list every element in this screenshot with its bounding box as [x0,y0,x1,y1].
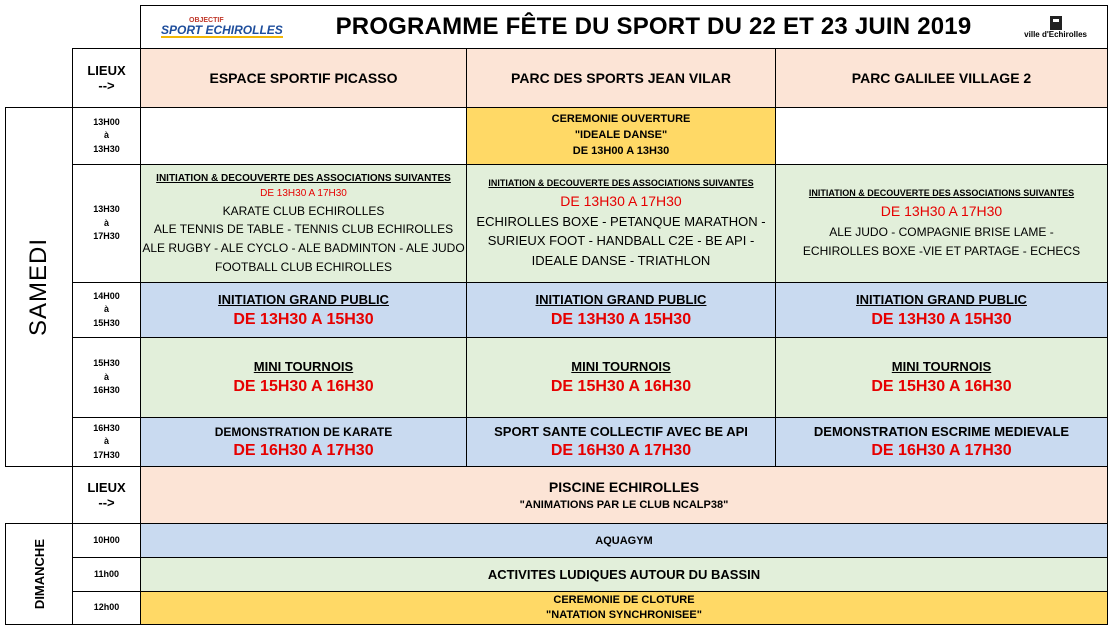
header-bar [140,5,1108,49]
lieux-label-piscine: LIEUX --> [72,466,141,524]
demo-picasso: DEMONSTRATION DE KARATE DE 16H30 A 17H30 [140,417,467,467]
venue-picasso: ESPACE SPORTIF PICASSO [140,48,467,108]
aquagym: AQUAGYM [140,523,1108,558]
time-slot-3: 14H00 à 15H30 [72,282,141,338]
city-emblem-icon [1047,15,1065,31]
venue-galilee: PARC GALILEE VILLAGE 2 [775,48,1108,108]
dimanche-time-2: 11h00 [72,557,141,592]
lieux-label: LIEUX --> [72,48,141,108]
demo-jean-vilar: SPORT SANTE COLLECTIF AVEC BE API DE 16H30 A 17H30 [466,417,776,467]
time-slot-1: 13H00 à 13H30 [72,107,141,165]
ceremony-closing: CEREMONIE DE CLOTURE "NATATION SYNCHRONISEE" [140,591,1108,625]
venue-piscine: PISCINE ECHIROLLES "ANIMATIONS PAR LE CLUB NCALP38" [140,466,1108,524]
activites-ludiques: ACTIVITES LUDIQUES AUTOUR DU BASSIN [140,557,1108,592]
mini-tournois-galilee: MINI TOURNOIS DE 15H30 A 16H30 [775,337,1108,418]
dimanche-time-3: 12h00 [72,591,141,625]
initiation-associations-galilee: INITIATION & DECOUVERTE DES ASSOCIATIONS SUIVANTES DE 13H30 A 17H30 ALE JUDO - COMPAGNIE BRISE LAME - ECHIROLLES BOXE -VIE ET PARTAGE - ECHECS [775,164,1108,283]
initiation-associations-jean-vilar: INITIATION & DECOUVERTE DES ASSOCIATIONS SUIVANTES DE 13H30 A 17H30 ECHIROLLES BOXE - PETANQUE MARATHON - SURIEUX FOOT - HANDBALL C2E - BE API - IDEALE DANSE - TRIATHLON [466,164,776,283]
mini-tournois-jean-vilar: MINI TOURNOIS DE 15H30 A 16H30 [466,337,776,418]
empty-cell [140,107,467,165]
grand-public-jean-vilar: INITIATION GRAND PUBLIC DE 13H30 A 15H30 [466,282,776,338]
initiation-associations-picasso: INITIATION & DECOUVERTE DES ASSOCIATIONS SUIVANTES DE 13H30 A 17H30 KARATE CLUB ECHIROLLES ALE TENNIS DE TABLE - TENNIS CLUB ECHIROLLES ALE RUGBY - ALE CYCLO - ALE BADMINTON - ALE JUDO FOOTBALL CLUB ECHIROLLES [140,164,467,283]
time-slot-2: 13H30 à 17H30 [72,164,141,283]
grand-public-galilee: INITIATION GRAND PUBLIC DE 13H30 A 15H30 [775,282,1108,338]
ceremony-opening: CEREMONIE OUVERTURE "IDEALE DANSE" DE 13H00 A 13H30 [466,107,776,165]
sport-echirolles-logo: OBJECTIF SPORT ECHIROLLES [161,16,283,37]
city-logo: ville d'Echirolles [1024,15,1087,39]
time-slot-5: 16H30 à 17H30 [72,417,141,467]
grand-public-picasso: INITIATION GRAND PUBLIC DE 13H30 A 15H30 [140,282,467,338]
day-label-dimanche: DIMANCHE [5,523,73,625]
venue-jean-vilar: PARC DES SPORTS JEAN VILAR [466,48,776,108]
empty-cell [775,107,1108,165]
demo-galilee: DEMONSTRATION ESCRIME MEDIEVALE DE 16H30 A 17H30 [775,417,1108,467]
dimanche-time-1: 10H00 [72,523,141,558]
day-label-samedi: SAMEDI [5,107,73,467]
page-title: PROGRAMME FÊTE DU SPORT DU 22 ET 23 JUIN 2019 [335,13,972,40]
time-slot-4: 15H30 à 16H30 [72,337,141,418]
mini-tournois-picasso: MINI TOURNOIS DE 15H30 A 16H30 [140,337,467,418]
